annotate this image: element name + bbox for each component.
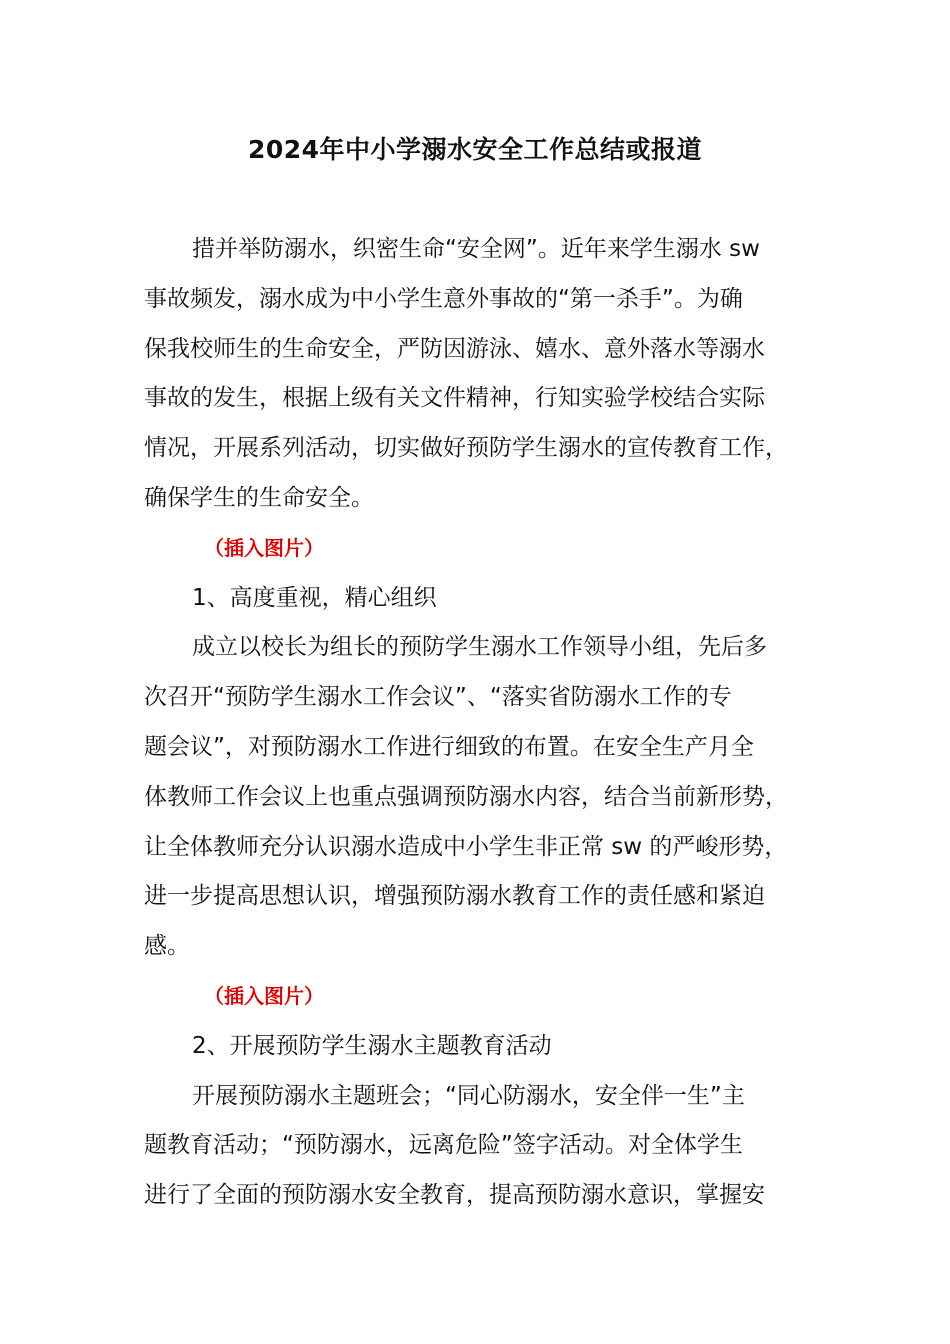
- insert-image-placeholder: （插入图片）: [204, 983, 324, 1008]
- section1-paragraph: [144, 623, 834, 972]
- paragraph-line: 题教育活动；“预防溺水，远离危险”签字活动。对全体学生: [144, 1132, 743, 1159]
- document-title: 2024年中小学溺水安全工作总结或报道: [247, 135, 703, 164]
- intro-paragraph: [144, 225, 834, 524]
- paragraph-line: 情况，开展系列活动，切实做好预防学生溺水的宣传教育工作，: [144, 435, 788, 462]
- paragraph-line: 进行了全面的预防溺水安全教育，提高预防溺水意识，掌握安: [144, 1182, 765, 1209]
- section-heading-1: 1、高度重视，精心组织: [192, 584, 437, 611]
- paragraph-line: 进一步提高思想认识，增强预防溺水教育工作的责任感和紧迫: [144, 883, 765, 910]
- paragraph-line: 让全体教师充分认识溺水造成中小学生非正常 sw 的严峻形势，: [144, 833, 788, 860]
- paragraph-line: 措并举防溺水，织密生命“安全网”。近年来学生溺水 sw: [192, 236, 760, 262]
- paragraph-line: 事故的发生，根据上级有关文件精神，行知实验学校结合实际: [144, 385, 765, 412]
- paragraph-line: 成立以校长为组长的预防学生溺水工作领导小组，先后多: [192, 634, 767, 661]
- paragraph-line: 题会议”，对预防溺水工作进行细致的布置。在安全生产月全: [144, 733, 754, 760]
- paragraph-line: 次召开“预防学生溺水工作会议”、“落实省防溺水工作的专: [144, 684, 732, 711]
- insert-image-placeholder: （插入图片）: [204, 535, 324, 560]
- paragraph-line: 感。: [144, 933, 190, 960]
- paragraph-line: 事故频发，溺水成为中小学生意外事故的“第一杀手”。为确: [144, 285, 743, 312]
- paragraph-line: 开展预防溺水主题班会；“同心防溺水，安全伴一生”主: [192, 1082, 745, 1109]
- section2-paragraph: [144, 1072, 834, 1221]
- paragraph-line: 确保学生的生命安全。: [144, 484, 374, 511]
- paragraph-line: 体教师工作会议上也重点强调预防溺水内容，结合当前新形势，: [144, 783, 788, 810]
- paragraph-line: 保我校师生的生命安全，严防因游泳、嬉水、意外落水等溺水: [144, 335, 765, 362]
- section-heading-2: 2、开展预防学生溺水主题教育活动: [192, 1032, 552, 1059]
- document-body: [144, 225, 834, 1221]
